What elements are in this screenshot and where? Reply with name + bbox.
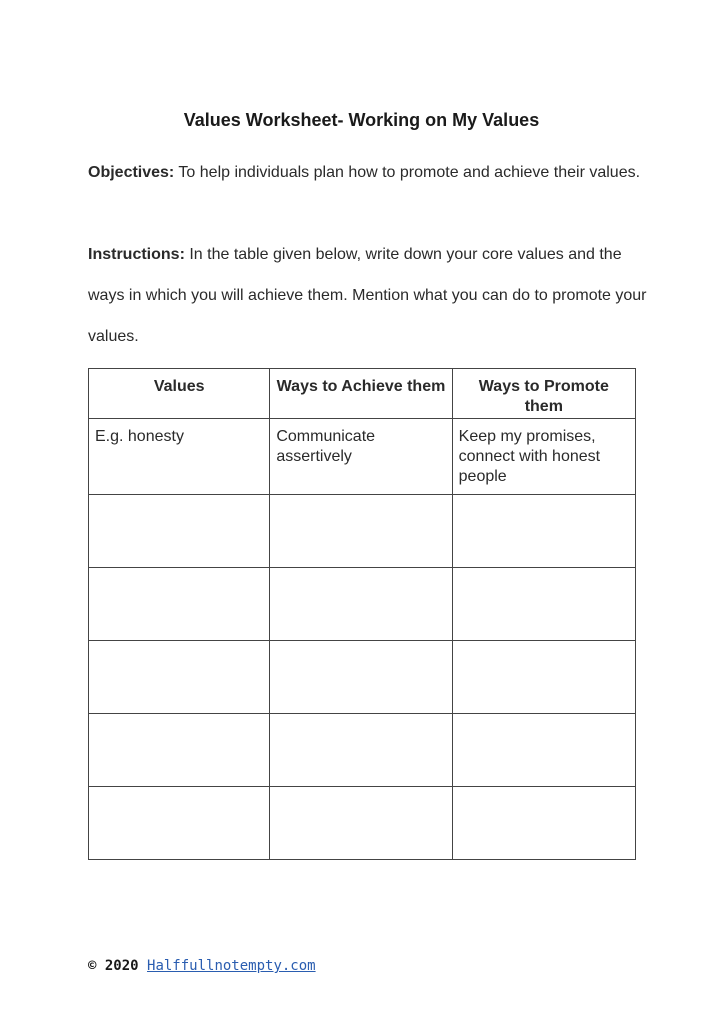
blank-value-cell[interactable] (89, 495, 270, 568)
copyright-text: © 2020 (88, 958, 139, 974)
blank-promote-cell[interactable] (452, 568, 635, 641)
blank-value-cell[interactable] (89, 568, 270, 641)
table-row (89, 787, 636, 860)
blank-promote-cell[interactable] (452, 714, 635, 787)
table-row (89, 714, 636, 787)
header-ways-to-achieve: Ways to Achieve them (270, 369, 452, 419)
values-table (88, 368, 636, 860)
table-row (89, 641, 636, 714)
example-value-cell: E.g. honesty (89, 419, 270, 495)
blank-value-cell[interactable] (89, 787, 270, 860)
website-link[interactable]: Halffullnotempty.com (147, 958, 316, 974)
blank-promote-cell[interactable] (452, 495, 635, 568)
example-achieve-cell: Communicate assertively (270, 419, 452, 495)
blank-value-cell[interactable] (89, 714, 270, 787)
blank-achieve-cell[interactable] (270, 568, 452, 641)
page-title: Values Worksheet- Working on My Values (183, 110, 540, 130)
instructions-text: In the table given below, write down your core values and the ways in which you will achieve them. Mention what you can do to promote your values. (88, 246, 647, 345)
objectives-text: To help individuals plan how to promote and achieve their values. (174, 164, 641, 181)
blank-promote-cell[interactable] (452, 641, 635, 714)
header-ways-to-promote: Ways to Promote them (452, 369, 635, 419)
blank-achieve-cell[interactable] (270, 714, 452, 787)
blank-achieve-cell[interactable] (270, 787, 452, 860)
header-values: Values (89, 369, 270, 419)
blank-achieve-cell[interactable] (270, 495, 452, 568)
example-row (89, 419, 636, 495)
blank-value-cell[interactable] (89, 641, 270, 714)
blank-promote-cell[interactable] (452, 787, 635, 860)
footer (88, 958, 316, 974)
objectives-label: Objectives: (88, 164, 175, 181)
table-row (89, 568, 636, 641)
instructions-label: Instructions: (88, 246, 185, 263)
example-promote-cell: Keep my promises, connect with honest people (452, 419, 635, 495)
table-header-row (89, 369, 636, 419)
blank-achieve-cell[interactable] (270, 641, 452, 714)
objectives-paragraph (88, 152, 648, 193)
table-row (89, 495, 636, 568)
instructions-paragraph (88, 234, 648, 357)
